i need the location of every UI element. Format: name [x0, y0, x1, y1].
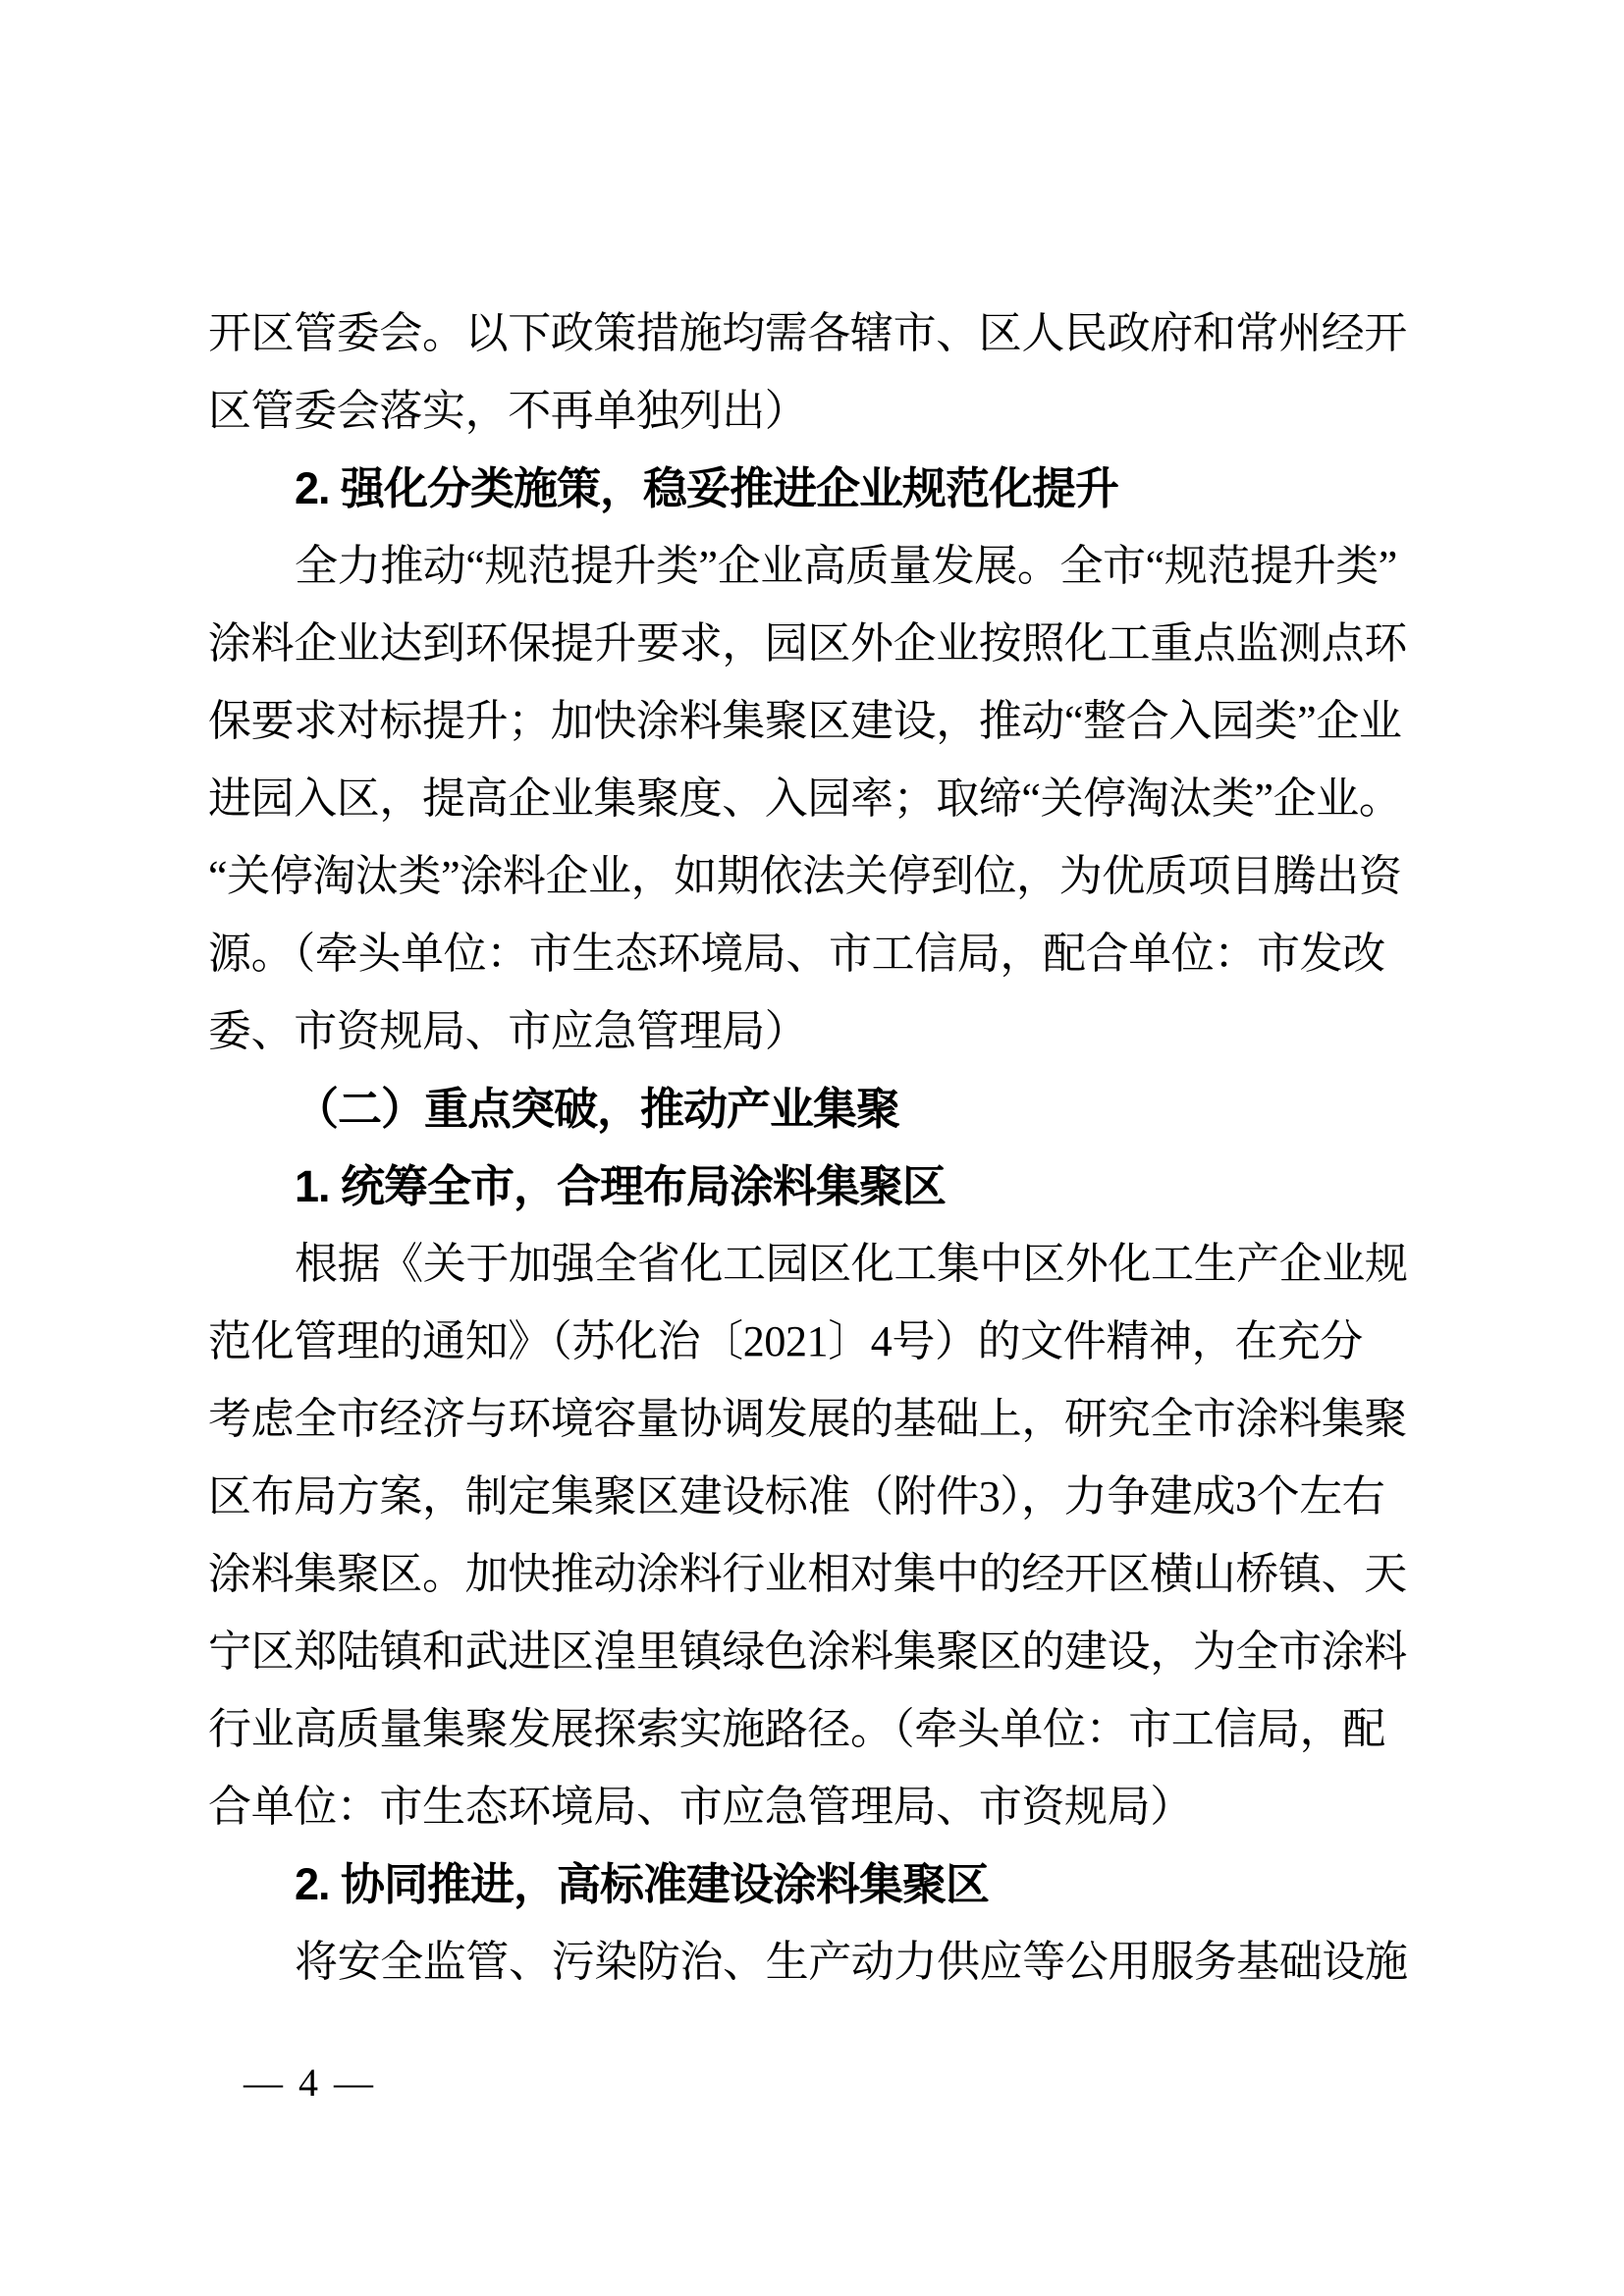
body-line: 委、市资规局、市应急管理局） [208, 1007, 808, 1055]
heading-line: 1. 统筹全市，合理布局涂料集聚区 [295, 1161, 947, 1211]
body-line: 全力推动“规范提升类”企业高质量发展。全市“规范提升类” [295, 542, 1397, 590]
heading-line: 2. 协同推进，高标准建设涂料集聚区 [295, 1859, 990, 1909]
body-line: 开区管委会。以下政策措施均需各辖市、区人民政府和常州经开 [208, 309, 1407, 357]
body-line: 范化管理的通知》（苏化治〔2021〕4号）的文件精神，在充分 [208, 1317, 1363, 1365]
body-line: 涂料企业达到环保提升要求，园区外企业按照化工重点监测点环 [208, 619, 1407, 667]
document-body [208, 294, 1426, 2001]
body-line: 将安全监管、污染防治、生产动力供应等公用服务基础设施 [295, 1938, 1408, 1986]
body-line: 区管委会落实，不再单独列出） [208, 387, 808, 435]
body-line: 源。（牵头单位：市生态环境局、市工信局，配合单位：市发改 [208, 930, 1385, 978]
body-line: 合单位：市生态环境局、市应急管理局、市资规局） [208, 1783, 1193, 1831]
body-line: 根据《关于加强全省化工园区化工集中区外化工生产企业规 [295, 1240, 1408, 1288]
body-line: 保要求对标提升；加快涂料集聚区建设，推动“整合入园类”企业 [208, 697, 1402, 745]
heading-line: （二）重点突破，推动产业集聚 [295, 1084, 900, 1134]
body-line: 区布局方案，制定集聚区建设标准（附件3），力争建成3个左右 [208, 1472, 1385, 1521]
body-line: 涂料集聚区。加快推动涂料行业相对集中的经开区横山桥镇、天 [208, 1550, 1407, 1598]
page-number: — 4 — [244, 2060, 376, 2105]
body-line: 宁区郑陆镇和武进区湟里镇绿色涂料集聚区的建设，为全市涂料 [208, 1628, 1407, 1676]
body-line: 考虑全市经济与环境容量协调发展的基础上，研究全市涂料集聚 [208, 1395, 1407, 1443]
body-line: 行业高质量集聚发展探索实施路径。（牵头单位：市工信局，配 [208, 1705, 1385, 1753]
heading-line: 2. 强化分类施策，稳妥推进企业规范化提升 [295, 463, 1119, 513]
body-line: 进园入区，提高企业集聚度、入园率；取缔“关停淘汰类”企业。 [208, 774, 1402, 823]
body-line: “关停淘汰类”涂料企业，如期依法关停到位，为优质项目腾出资 [208, 852, 1402, 900]
